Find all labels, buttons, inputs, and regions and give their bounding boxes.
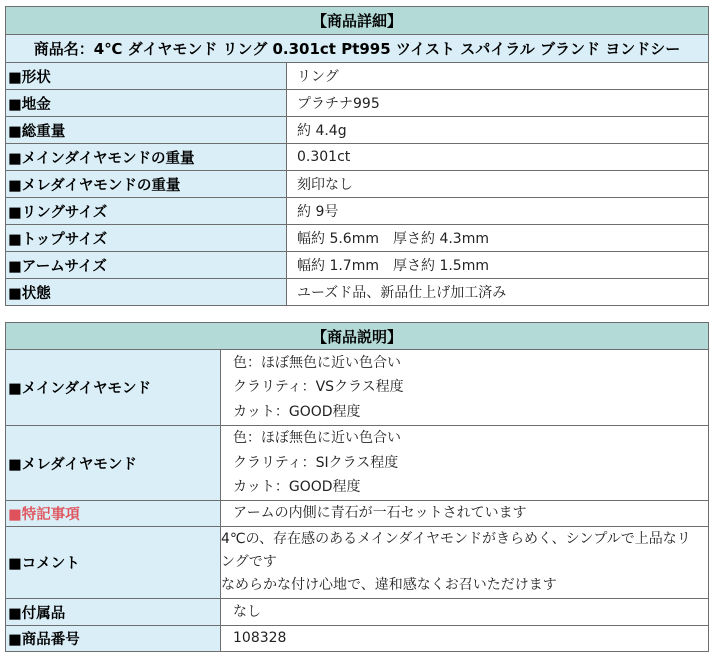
accessories-value: なし bbox=[221, 599, 709, 626]
accessories-label: ■付属品 bbox=[6, 599, 221, 626]
main-diamond-label: ■メインダイヤモンド bbox=[6, 350, 221, 426]
row-value: 0.301ct bbox=[287, 144, 709, 171]
row-label: ■メレダイヤモンドの重量 bbox=[6, 171, 287, 198]
table-row bbox=[6, 426, 709, 501]
table-row bbox=[6, 117, 709, 144]
special-notes-label: ■特記事項 bbox=[6, 501, 221, 527]
main-diamond-clarity: クラリティ：VSクラス程度 bbox=[233, 379, 404, 396]
description-header: 【商品説明】 bbox=[6, 323, 709, 350]
table-row bbox=[6, 350, 709, 426]
table-row bbox=[6, 501, 709, 527]
special-notes-value: アームの内側に青石が一石セットされています bbox=[221, 501, 709, 527]
row-label: ■地金 bbox=[6, 90, 287, 117]
table-row bbox=[6, 198, 709, 225]
table-row bbox=[6, 90, 709, 117]
row-label: ■状態 bbox=[6, 279, 287, 306]
row-value: 約 9号 bbox=[287, 198, 709, 225]
table-row bbox=[6, 63, 709, 90]
mele-diamond-value bbox=[221, 426, 709, 501]
product-number-label: ■商品番号 bbox=[6, 626, 221, 652]
row-label: ■アームサイズ bbox=[6, 252, 287, 279]
row-value: 刻印なし bbox=[287, 171, 709, 198]
mele-diamond-cut: カット：GOOD程度 bbox=[233, 479, 361, 496]
row-value: プラチナ995 bbox=[287, 90, 709, 117]
row-value: ユーズド品、新品仕上げ加工済み bbox=[287, 279, 709, 306]
product-description-table bbox=[5, 322, 709, 652]
table-row bbox=[6, 279, 709, 306]
table-row bbox=[6, 252, 709, 279]
row-label: ■形状 bbox=[6, 63, 287, 90]
row-label: ■メインダイヤモンドの重量 bbox=[6, 144, 287, 171]
table-row bbox=[6, 599, 709, 626]
comment-line: なめらかな付け心地で、違和感なくお召いただけます bbox=[221, 577, 557, 593]
main-diamond-value bbox=[221, 350, 709, 426]
row-label: ■トップサイズ bbox=[6, 225, 287, 252]
main-diamond-color: 色：ほぼ無色に近い色合い bbox=[233, 354, 401, 371]
table-row bbox=[6, 144, 709, 171]
table-row bbox=[6, 225, 709, 252]
row-value: 幅約 1.7mm 厚さ約 1.5mm bbox=[287, 252, 709, 279]
row-label: ■リングサイズ bbox=[6, 198, 287, 225]
table-row bbox=[6, 626, 709, 652]
mele-diamond-clarity: クラリティ：SIクラス程度 bbox=[233, 454, 399, 471]
mele-diamond-color: 色：ほぼ無色に近い色合い bbox=[233, 430, 401, 447]
comment-value bbox=[221, 527, 709, 599]
row-value: 幅約 5.6mm 厚さ約 4.3mm bbox=[287, 225, 709, 252]
details-header: 【商品詳細】 bbox=[6, 7, 709, 35]
row-value: リング bbox=[287, 63, 709, 90]
main-diamond-cut: カット：GOOD程度 bbox=[233, 403, 361, 420]
mele-diamond-label: ■メレダイヤモンド bbox=[6, 426, 221, 501]
table-row bbox=[6, 527, 709, 599]
table-row bbox=[6, 171, 709, 198]
row-value: 約 4.4g bbox=[287, 117, 709, 144]
comment-label: ■コメント bbox=[6, 527, 221, 599]
comment-line: 4℃の、存在感のあるメインダイヤモンドがきらめく、シンプルで上品なリングです bbox=[221, 531, 691, 570]
product-number-value: 108328 bbox=[221, 626, 709, 652]
product-details-table bbox=[5, 6, 709, 306]
product-name: 商品名：4℃ ダイヤモンド リング 0.301ct Pt995 ツイスト スパイラル ブランド ヨンドシー bbox=[6, 35, 709, 63]
row-label: ■総重量 bbox=[6, 117, 287, 144]
